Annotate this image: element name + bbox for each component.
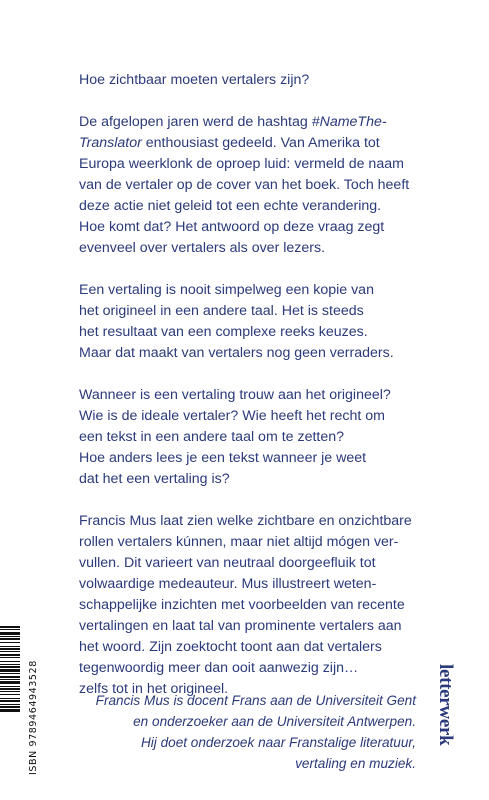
barcode-bar [0,704,20,705]
paragraph-line: zelfs tot in het origineel. [79,681,229,697]
intro-question-text: Hoe zichtbaar moeten vertalers zijn? [79,72,310,88]
paragraph-line: vullen. Dit varieert van neutraal doorgeefluik tot [79,555,376,571]
paragraph-line: rollen vertalers kúnnen, maar niet altijd mógen ver- [79,534,399,550]
barcode [0,626,20,776]
barcode-bar [0,632,20,635]
barcode-bar [0,679,20,680]
barcode-bar [0,646,20,647]
bio-line: en onderzoeker aan de Universiteit Antwerpen. [133,714,416,729]
paragraph-line: schappelijke inzichten met voorbeelden van recente [79,597,405,613]
paragraph-line [79,112,424,133]
paragraph-line: een tekst in een andere taal om te zetten? [79,429,345,445]
barcode-bar [0,626,20,628]
barcode-bar [0,673,20,674]
barcode-bar [0,681,20,684]
barcode-bar [0,700,20,702]
bio-line: vertaling en muziek. [295,756,416,771]
bio-line: Francis Mus is docent Frans aan de Universiteit Gent [95,693,416,708]
paragraph-line: deze actie niet geleid tot een echte verandering. [79,198,382,214]
barcode-bar [0,686,20,687]
barcode-graphic [0,626,20,776]
blurb [79,70,424,721]
barcode-bar [0,691,20,692]
barcode-bar [0,688,20,690]
barcode-bar [0,694,20,695]
paragraph-line: volwaardige medeauteur. Mus illustreert weten- [79,576,377,592]
barcode-bar [0,669,20,672]
paragraph-line: Een vertaling is nooit simpelweg een kopie van [79,282,374,298]
paragraph-line [79,133,424,154]
barcode-bar [0,661,20,662]
publisher-logo: letterwerk [435,664,456,746]
paragraph-author-work [79,511,424,700]
paragraph-line: vertalingen en laat tal van prominente vertalers aan [79,618,402,634]
paragraph-line: Wanneer is een vertaling trouw aan het origineel? [79,387,391,403]
line-text: De afgelopen jaren werd de hashtag [79,114,312,130]
barcode-bar [0,629,20,630]
paragraph-questions [79,385,424,490]
line-text: enthousiast gedeeld. Van Amerika tot [141,135,380,151]
paragraph-line: Hoe komt dat? Het antwoord op deze vraag zegt [79,219,385,235]
barcode-bar [0,648,20,650]
paragraph-line: evenveel over vertalers als over lezers. [79,240,326,256]
paragraph-line: het woord. Zijn zoektocht toont aan dat vertalers [79,639,382,655]
paragraph-line: het origineel in een andere taal. Het is steeds [79,303,364,319]
author-bio [71,690,416,774]
barcode-bar [0,664,20,665]
paragraph-line: Europa weerklonk de oproep luid: vermeld de naam [79,156,404,172]
barcode-bar [0,654,20,656]
paragraph-line: dat het een vertaling is? [79,471,230,487]
paragraph-translation [79,280,424,364]
intro-question [79,70,424,91]
barcode-bar [0,706,20,708]
barcode-bar [0,666,20,668]
barcode-bar [0,657,20,658]
barcode-bar [0,642,20,643]
paragraph-line: Wie is de ideale vertaler? Wie heeft het recht om [79,408,385,424]
barcode-bar [0,651,20,652]
barcode-bar [0,709,20,712]
paragraph-line: tegenwoordig meer dan ooit aanwezig zijn… [79,660,359,676]
isbn-number: ISBN 9789464943528 [28,660,39,775]
hashtag-text: Translator [79,135,142,151]
paragraph-line: Hoe anders lees je een tekst wanneer je weet [79,450,367,466]
paragraph-line: van de vertaler op de cover van het boek. Toch heeft [79,177,410,193]
paragraph-line: het resultaat van een complexe reeks keuzes. [79,324,368,340]
paragraph-hashtag [79,112,424,259]
barcode-bar [0,676,20,678]
barcode-bar [0,698,20,699]
barcode-bar [0,638,20,640]
paragraph-line: Francis Mus laat zien welke zichtbare en onzichtbare [79,513,412,529]
paragraph-line: Maar dat maakt van vertalers nog geen verraders. [79,345,394,361]
barcode-bar [0,636,20,637]
bio-line: Hij doet onderzoek naar Franstalige literatuur, [140,735,416,750]
hashtag-text: #NameThe- [311,114,387,130]
